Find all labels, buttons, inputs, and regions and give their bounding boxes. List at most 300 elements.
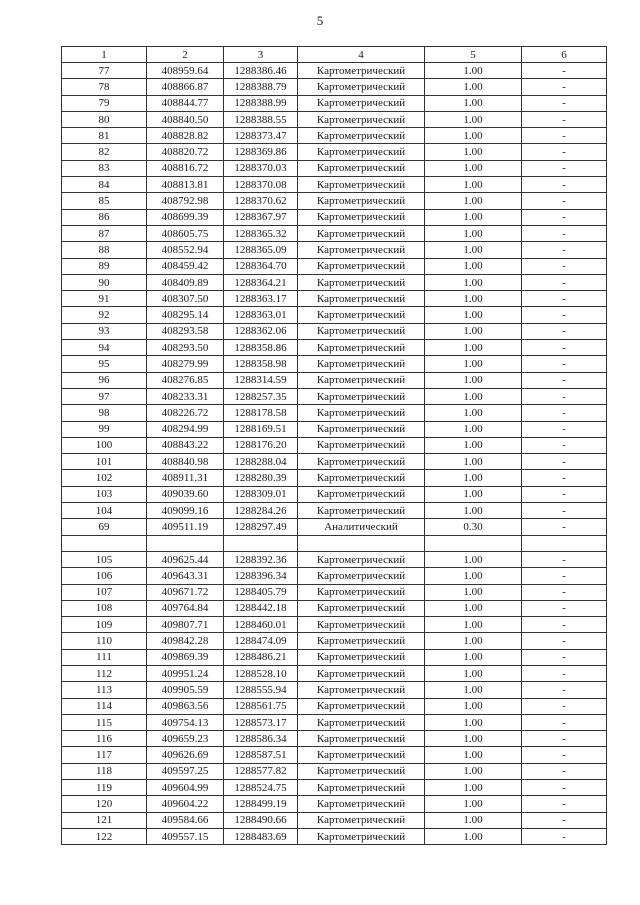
- point-number-cell: 87: [62, 225, 147, 241]
- y-coordinate-cell: 1288370.08: [224, 177, 298, 193]
- table-row: [62, 698, 607, 714]
- note-cell: -: [522, 144, 607, 160]
- point-number-cell: 86: [62, 209, 147, 225]
- note-cell: -: [522, 665, 607, 681]
- y-coordinate-cell: 1288288.04: [224, 454, 298, 470]
- accuracy-cell: 1.00: [425, 780, 522, 796]
- x-coordinate-cell: 408605.75: [147, 225, 224, 241]
- accuracy-cell: 1.00: [425, 388, 522, 404]
- point-number-cell: 121: [62, 812, 147, 828]
- x-coordinate-cell: 409754.13: [147, 714, 224, 730]
- x-coordinate-cell: 408844.77: [147, 95, 224, 111]
- method-cell: Картометрический: [298, 79, 425, 95]
- point-number-cell: 106: [62, 568, 147, 584]
- method-cell: Картометрический: [298, 372, 425, 388]
- x-coordinate-cell: 409863.56: [147, 698, 224, 714]
- x-coordinate-cell: 408293.58: [147, 323, 224, 339]
- accuracy-cell: 1.00: [425, 633, 522, 649]
- x-coordinate-cell: 408816.72: [147, 160, 224, 176]
- method-cell: Картометрический: [298, 617, 425, 633]
- method-cell: Картометрический: [298, 682, 425, 698]
- accuracy-cell: 1.00: [425, 731, 522, 747]
- x-coordinate-cell: 409597.25: [147, 763, 224, 779]
- accuracy-cell: 1.00: [425, 193, 522, 209]
- table-row: [62, 274, 607, 290]
- table-row: [62, 95, 607, 111]
- method-cell: Картометрический: [298, 274, 425, 290]
- table-row: [62, 470, 607, 486]
- table-row: [62, 796, 607, 812]
- method-cell: Картометрический: [298, 111, 425, 127]
- accuracy-cell: 1.00: [425, 665, 522, 681]
- note-cell: -: [522, 470, 607, 486]
- point-number-cell: 93: [62, 323, 147, 339]
- method-cell: Картометрический: [298, 63, 425, 79]
- method-cell: Картометрический: [298, 812, 425, 828]
- point-number-cell: 122: [62, 828, 147, 844]
- table-row: [62, 633, 607, 649]
- point-number-cell: 108: [62, 600, 147, 616]
- x-coordinate-cell: 408843.22: [147, 437, 224, 453]
- point-number-cell: 82: [62, 144, 147, 160]
- accuracy-cell: 1.00: [425, 714, 522, 730]
- table-row: [62, 437, 607, 453]
- note-cell: -: [522, 551, 607, 567]
- y-coordinate-cell: 1288486.21: [224, 649, 298, 665]
- point-number-cell: 85: [62, 193, 147, 209]
- table-row: [62, 731, 607, 747]
- point-number-cell: 117: [62, 747, 147, 763]
- x-coordinate-cell: 408840.98: [147, 454, 224, 470]
- note-cell: -: [522, 160, 607, 176]
- table-row: [62, 209, 607, 225]
- y-coordinate-cell: 1288577.82: [224, 763, 298, 779]
- point-number-cell: 118: [62, 763, 147, 779]
- note-cell: -: [522, 568, 607, 584]
- table-row: [62, 63, 607, 79]
- note-cell: -: [522, 405, 607, 421]
- note-cell: -: [522, 503, 607, 519]
- y-coordinate-cell: 1288524.75: [224, 780, 298, 796]
- note-cell: -: [522, 356, 607, 372]
- point-number-cell: 104: [62, 503, 147, 519]
- point-number-cell: 90: [62, 274, 147, 290]
- table-row: [62, 828, 607, 844]
- point-number-cell: 89: [62, 258, 147, 274]
- point-number-cell: 107: [62, 584, 147, 600]
- point-number-cell: 120: [62, 796, 147, 812]
- table-row: [62, 617, 607, 633]
- point-number-cell: 99: [62, 421, 147, 437]
- method-cell: [298, 535, 425, 551]
- method-cell: Картометрический: [298, 568, 425, 584]
- point-number-cell: 94: [62, 340, 147, 356]
- note-cell: -: [522, 323, 607, 339]
- note-cell: [522, 535, 607, 551]
- table-row: [62, 682, 607, 698]
- x-coordinate-cell: 408226.72: [147, 405, 224, 421]
- accuracy-cell: 1.00: [425, 454, 522, 470]
- y-coordinate-cell: 1288373.47: [224, 128, 298, 144]
- y-coordinate-cell: 1288386.46: [224, 63, 298, 79]
- note-cell: -: [522, 796, 607, 812]
- method-cell: Картометрический: [298, 144, 425, 160]
- table-row: [62, 535, 607, 551]
- accuracy-cell: 1.00: [425, 79, 522, 95]
- x-coordinate-cell: 408911.31: [147, 470, 224, 486]
- note-cell: -: [522, 421, 607, 437]
- table-row: [62, 714, 607, 730]
- note-cell: -: [522, 731, 607, 747]
- accuracy-cell: 1.00: [425, 95, 522, 111]
- x-coordinate-cell: 409039.60: [147, 486, 224, 502]
- note-cell: -: [522, 388, 607, 404]
- note-cell: -: [522, 177, 607, 193]
- x-coordinate-cell: 409951.24: [147, 665, 224, 681]
- x-coordinate-cell: 409604.99: [147, 780, 224, 796]
- method-cell: Картометрический: [298, 731, 425, 747]
- note-cell: -: [522, 812, 607, 828]
- y-coordinate-cell: 1288490.66: [224, 812, 298, 828]
- point-number-cell: 102: [62, 470, 147, 486]
- method-cell: Картометрический: [298, 95, 425, 111]
- x-coordinate-cell: 409557.15: [147, 828, 224, 844]
- x-coordinate-cell: 408820.72: [147, 144, 224, 160]
- method-cell: Картометрический: [298, 714, 425, 730]
- table-row: [62, 600, 607, 616]
- y-coordinate-cell: 1288358.98: [224, 356, 298, 372]
- accuracy-cell: 1.00: [425, 747, 522, 763]
- table-row: [62, 372, 607, 388]
- table-row: [62, 405, 607, 421]
- table-row: [62, 160, 607, 176]
- point-number-cell: 84: [62, 177, 147, 193]
- x-coordinate-cell: 409869.39: [147, 649, 224, 665]
- point-number-cell: 100: [62, 437, 147, 453]
- y-coordinate-cell: 1288176.20: [224, 437, 298, 453]
- y-coordinate-cell: 1288370.03: [224, 160, 298, 176]
- accuracy-cell: 1.00: [425, 470, 522, 486]
- point-number-cell: 78: [62, 79, 147, 95]
- accuracy-cell: 1.00: [425, 128, 522, 144]
- note-cell: -: [522, 111, 607, 127]
- method-cell: Картометрический: [298, 258, 425, 274]
- method-cell: Картометрический: [298, 698, 425, 714]
- accuracy-cell: 1.00: [425, 486, 522, 502]
- y-coordinate-cell: 1288388.79: [224, 79, 298, 95]
- y-coordinate-cell: 1288284.26: [224, 503, 298, 519]
- point-number-cell: 110: [62, 633, 147, 649]
- table-row: [62, 307, 607, 323]
- note-cell: -: [522, 291, 607, 307]
- table-row: [62, 356, 607, 372]
- accuracy-cell: 1.00: [425, 111, 522, 127]
- method-cell: Картометрический: [298, 600, 425, 616]
- note-cell: -: [522, 225, 607, 241]
- method-cell: Картометрический: [298, 209, 425, 225]
- y-coordinate-cell: 1288555.94: [224, 682, 298, 698]
- y-coordinate-cell: 1288364.21: [224, 274, 298, 290]
- point-number-cell: [62, 535, 147, 551]
- method-cell: Картометрический: [298, 128, 425, 144]
- note-cell: -: [522, 340, 607, 356]
- table-row: [62, 503, 607, 519]
- note-cell: -: [522, 63, 607, 79]
- point-number-cell: 115: [62, 714, 147, 730]
- note-cell: -: [522, 128, 607, 144]
- method-cell: Картометрический: [298, 780, 425, 796]
- accuracy-cell: 1.00: [425, 291, 522, 307]
- method-cell: Картометрический: [298, 291, 425, 307]
- x-coordinate-cell: 409604.22: [147, 796, 224, 812]
- y-coordinate-cell: 1288314.59: [224, 372, 298, 388]
- y-coordinate-cell: 1288364.70: [224, 258, 298, 274]
- accuracy-cell: 1.00: [425, 551, 522, 567]
- y-coordinate-cell: 1288528.10: [224, 665, 298, 681]
- accuracy-cell: 1.00: [425, 258, 522, 274]
- accuracy-cell: 1.00: [425, 682, 522, 698]
- accuracy-cell: 0.30: [425, 519, 522, 535]
- method-cell: Картометрический: [298, 584, 425, 600]
- method-cell: Картометрический: [298, 160, 425, 176]
- table-row: [62, 747, 607, 763]
- method-cell: Картометрический: [298, 388, 425, 404]
- coordinates-table: [61, 46, 607, 845]
- note-cell: -: [522, 486, 607, 502]
- point-number-cell: 111: [62, 649, 147, 665]
- accuracy-cell: 1.00: [425, 405, 522, 421]
- method-cell: Картометрический: [298, 747, 425, 763]
- point-number-cell: 95: [62, 356, 147, 372]
- table-row: [62, 812, 607, 828]
- method-cell: Картометрический: [298, 177, 425, 193]
- method-cell: Картометрический: [298, 503, 425, 519]
- x-coordinate-cell: 408295.14: [147, 307, 224, 323]
- point-number-cell: 69: [62, 519, 147, 535]
- note-cell: -: [522, 714, 607, 730]
- y-coordinate-cell: 1288365.32: [224, 225, 298, 241]
- y-coordinate-cell: 1288297.49: [224, 519, 298, 535]
- x-coordinate-cell: 409511.19: [147, 519, 224, 535]
- x-coordinate-cell: 408959.64: [147, 63, 224, 79]
- table-row: [62, 340, 607, 356]
- x-coordinate-cell: 408828.82: [147, 128, 224, 144]
- accuracy-cell: 1.00: [425, 503, 522, 519]
- note-cell: -: [522, 193, 607, 209]
- note-cell: -: [522, 372, 607, 388]
- x-coordinate-cell: 408294.99: [147, 421, 224, 437]
- note-cell: -: [522, 600, 607, 616]
- accuracy-cell: 1.00: [425, 274, 522, 290]
- x-coordinate-cell: 409671.72: [147, 584, 224, 600]
- column-header: 3: [224, 47, 298, 63]
- point-number-cell: 113: [62, 682, 147, 698]
- point-number-cell: 79: [62, 95, 147, 111]
- table-row: [62, 111, 607, 127]
- method-cell: Картометрический: [298, 633, 425, 649]
- y-coordinate-cell: 1288309.01: [224, 486, 298, 502]
- method-cell: Аналитический: [298, 519, 425, 535]
- point-number-cell: 98: [62, 405, 147, 421]
- table-row: [62, 486, 607, 502]
- table-row: [62, 258, 607, 274]
- accuracy-cell: 1.00: [425, 242, 522, 258]
- y-coordinate-cell: 1288396.34: [224, 568, 298, 584]
- method-cell: Картометрический: [298, 486, 425, 502]
- point-number-cell: 77: [62, 63, 147, 79]
- y-coordinate-cell: 1288474.09: [224, 633, 298, 649]
- accuracy-cell: 1.00: [425, 323, 522, 339]
- accuracy-cell: 1.00: [425, 160, 522, 176]
- point-number-cell: 81: [62, 128, 147, 144]
- point-number-cell: 105: [62, 551, 147, 567]
- method-cell: Картометрический: [298, 356, 425, 372]
- table-row: [62, 242, 607, 258]
- x-coordinate-cell: 408279.99: [147, 356, 224, 372]
- accuracy-cell: 1.00: [425, 617, 522, 633]
- accuracy-cell: 1.00: [425, 812, 522, 828]
- column-header: 2: [147, 47, 224, 63]
- method-cell: Картометрический: [298, 242, 425, 258]
- point-number-cell: 109: [62, 617, 147, 633]
- x-coordinate-cell: 409625.44: [147, 551, 224, 567]
- y-coordinate-cell: 1288561.75: [224, 698, 298, 714]
- y-coordinate-cell: 1288178.58: [224, 405, 298, 421]
- y-coordinate-cell: 1288370.62: [224, 193, 298, 209]
- x-coordinate-cell: 409643.31: [147, 568, 224, 584]
- y-coordinate-cell: 1288363.17: [224, 291, 298, 307]
- table-row: [62, 225, 607, 241]
- point-number-cell: 114: [62, 698, 147, 714]
- x-coordinate-cell: 408233.31: [147, 388, 224, 404]
- y-coordinate-cell: 1288586.34: [224, 731, 298, 747]
- table-row: [62, 177, 607, 193]
- y-coordinate-cell: 1288257.35: [224, 388, 298, 404]
- point-number-cell: 88: [62, 242, 147, 258]
- table-row: [62, 780, 607, 796]
- accuracy-cell: 1.00: [425, 144, 522, 160]
- y-coordinate-cell: 1288388.55: [224, 111, 298, 127]
- x-coordinate-cell: 408552.94: [147, 242, 224, 258]
- note-cell: -: [522, 763, 607, 779]
- accuracy-cell: 1.00: [425, 372, 522, 388]
- column-header: 4: [298, 47, 425, 63]
- note-cell: -: [522, 780, 607, 796]
- accuracy-cell: 1.00: [425, 209, 522, 225]
- x-coordinate-cell: 409626.69: [147, 747, 224, 763]
- table-row: [62, 388, 607, 404]
- table-row: [62, 193, 607, 209]
- table-header-row: [62, 47, 607, 63]
- point-number-cell: 119: [62, 780, 147, 796]
- y-coordinate-cell: 1288499.19: [224, 796, 298, 812]
- method-cell: Картометрический: [298, 340, 425, 356]
- x-coordinate-cell: [147, 535, 224, 551]
- y-coordinate-cell: 1288392.36: [224, 551, 298, 567]
- note-cell: -: [522, 79, 607, 95]
- table-row: [62, 665, 607, 681]
- table-row: [62, 79, 607, 95]
- y-coordinate-cell: [224, 535, 298, 551]
- table-row: [62, 584, 607, 600]
- accuracy-cell: 1.00: [425, 63, 522, 79]
- point-number-cell: 83: [62, 160, 147, 176]
- note-cell: -: [522, 649, 607, 665]
- coordinates-table-body: [62, 47, 607, 845]
- method-cell: Картометрический: [298, 421, 425, 437]
- accuracy-cell: 1.00: [425, 177, 522, 193]
- x-coordinate-cell: 408813.81: [147, 177, 224, 193]
- table-row: [62, 649, 607, 665]
- y-coordinate-cell: 1288367.97: [224, 209, 298, 225]
- x-coordinate-cell: 408866.87: [147, 79, 224, 95]
- note-cell: -: [522, 95, 607, 111]
- note-cell: -: [522, 584, 607, 600]
- note-cell: -: [522, 274, 607, 290]
- note-cell: -: [522, 437, 607, 453]
- method-cell: Картометрический: [298, 323, 425, 339]
- accuracy-cell: 1.00: [425, 698, 522, 714]
- method-cell: Картометрический: [298, 405, 425, 421]
- table-row: [62, 568, 607, 584]
- method-cell: Картометрический: [298, 470, 425, 486]
- method-cell: Картометрический: [298, 551, 425, 567]
- point-number-cell: 91: [62, 291, 147, 307]
- x-coordinate-cell: 409659.23: [147, 731, 224, 747]
- accuracy-cell: 1.00: [425, 796, 522, 812]
- point-number-cell: 116: [62, 731, 147, 747]
- x-coordinate-cell: 408409.89: [147, 274, 224, 290]
- column-header: 6: [522, 47, 607, 63]
- accuracy-cell: 1.00: [425, 649, 522, 665]
- table-row: [62, 519, 607, 535]
- x-coordinate-cell: 409905.59: [147, 682, 224, 698]
- note-cell: -: [522, 307, 607, 323]
- note-cell: -: [522, 682, 607, 698]
- x-coordinate-cell: 408840.50: [147, 111, 224, 127]
- x-coordinate-cell: 408293.50: [147, 340, 224, 356]
- x-coordinate-cell: 409584.66: [147, 812, 224, 828]
- table-row: [62, 551, 607, 567]
- method-cell: Картометрический: [298, 193, 425, 209]
- accuracy-cell: 1.00: [425, 225, 522, 241]
- method-cell: Картометрический: [298, 307, 425, 323]
- method-cell: Картометрический: [298, 763, 425, 779]
- method-cell: Картометрический: [298, 454, 425, 470]
- accuracy-cell: 1.00: [425, 340, 522, 356]
- x-coordinate-cell: 408459.42: [147, 258, 224, 274]
- point-number-cell: 80: [62, 111, 147, 127]
- x-coordinate-cell: 408307.50: [147, 291, 224, 307]
- note-cell: -: [522, 258, 607, 274]
- x-coordinate-cell: 409099.16: [147, 503, 224, 519]
- accuracy-cell: 1.00: [425, 421, 522, 437]
- note-cell: -: [522, 617, 607, 633]
- y-coordinate-cell: 1288358.86: [224, 340, 298, 356]
- x-coordinate-cell: 409807.71: [147, 617, 224, 633]
- method-cell: Картометрический: [298, 437, 425, 453]
- y-coordinate-cell: 1288169.51: [224, 421, 298, 437]
- note-cell: -: [522, 454, 607, 470]
- table-row: [62, 421, 607, 437]
- table-row: [62, 144, 607, 160]
- x-coordinate-cell: 408276.85: [147, 372, 224, 388]
- method-cell: Картометрический: [298, 649, 425, 665]
- page-number: 5: [316, 13, 324, 28]
- x-coordinate-cell: 409764.84: [147, 600, 224, 616]
- note-cell: -: [522, 519, 607, 535]
- y-coordinate-cell: 1288363.01: [224, 307, 298, 323]
